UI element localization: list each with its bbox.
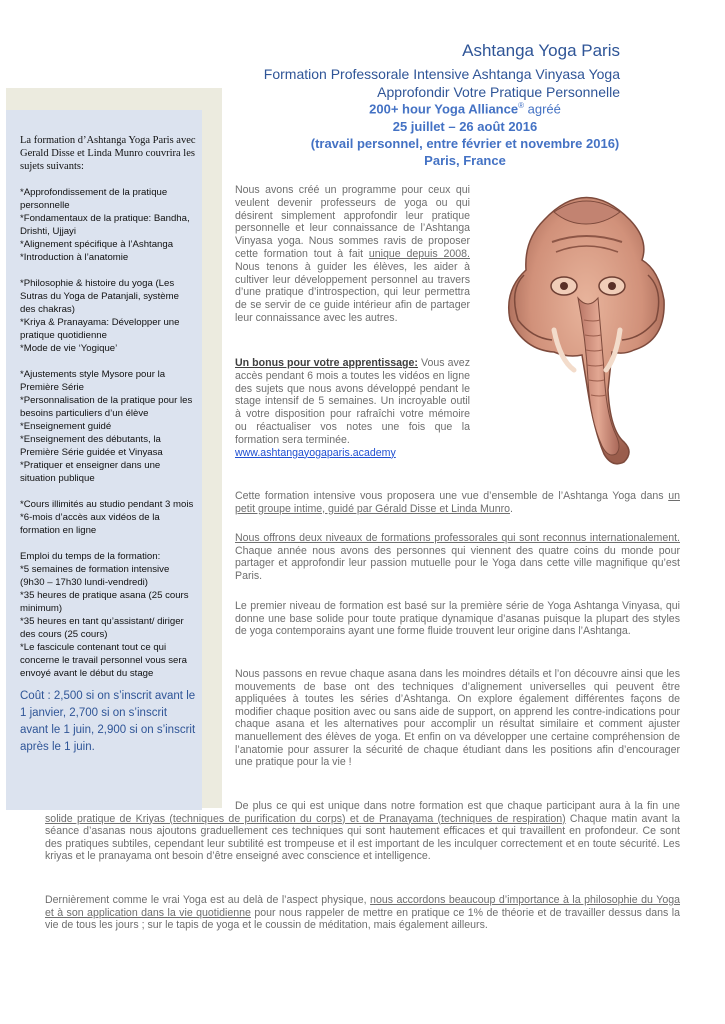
list-item: Emploi du temps de la formation: xyxy=(20,551,161,562)
sidebar-intro: La formation d’Ashtanga Yoga Paris avec Gerald Disse et Linda Munro couvrira les sujets suivants: xyxy=(20,135,196,172)
list-item: *Ajustements style Mysore pour la Première Série xyxy=(20,369,166,393)
sidebar-group xyxy=(20,277,196,355)
list-item: *Enseignement des débutants, la Première Série guidée et Vinyasa xyxy=(20,434,163,458)
list-item: *6-mois d’accès aux vidéos de la formation en ligne xyxy=(20,512,160,536)
dates: 25 juillet – 26 août 2016 xyxy=(392,119,538,134)
cost-info: Coût : 2,500 si on s’inscrit avant le 1 janvier, 2,700 si on s’inscrit avant le 1 juin, 2,900 si on s’inscrit après le 1 juin. xyxy=(20,690,196,753)
sidebar-group xyxy=(20,368,196,485)
sidebar-group xyxy=(20,550,196,680)
list-item: *Cours illimités au studio pendant 3 mois xyxy=(20,499,194,510)
list-item: *Approfondissement de la pratique personnelle xyxy=(20,187,168,211)
page-title: Ashtanga Yoga Paris xyxy=(462,41,620,60)
intro-paragraph: Nous avons créé un programme pour ceux qui veulent devenir professeurs de yoga ou qui désirent simplement approfondir leur pratique personnelle et leur connaissance de l’Ashtanga Vinyasa yoga. Nous sommes ravis de proposer cette formation tout à fait unique depuis 2008. Nous tenons à guider les élèves, les aider à cultiver leur développement personnel au travers d’une pratique d’introspection, qui leur permettra de se servir de ce guide intérieur afin de partager leur connaissance avec les autres. xyxy=(235,184,470,324)
group-paragraph: Cette formation intensive vous proposera une vue d’ensemble de l’Ashtanga Yoga dans un petit groupe intime, guidé par Gérald Disse et Linda Munro. xyxy=(235,490,680,515)
list-item: *Fondamentaux de la pratique: Bandha, Drishti, Ujjayi xyxy=(20,213,190,237)
ganesha-mask-icon xyxy=(484,180,688,472)
kriya-paragraph: De plus ce qui est unique dans notre formation est que chaque participant aura à la fin une solide pratique de Kriyas (techniques de purification du corps) et de Pranayama (techniques de respiration) Chaque matin avant la séance d’asanas nous ajoutons graduellement ces techniques qui sont hautement efficaces et qui travaillent en profondeur. Ce sont des pratiques subtiles, cependant leur subtilité est trompeuse et il est important de les inculquer correctement et en toute sécurité. Les kriyas et le pranayama ont besoin d’être enseigné avec conscience et intelligence. xyxy=(45,800,680,863)
location: Paris, France xyxy=(424,153,506,168)
list-item: *5 semaines de formation intensive (9h30 – 17h30 lundi-vendredi) xyxy=(20,564,170,588)
academy-link[interactable]: www.ashtangayogaparis.academy xyxy=(235,446,396,459)
list-item: *Alignement spécifique à l’Ashtanga xyxy=(20,239,174,250)
list-item: *Personnalisation de la pratique pour les besoins particuliers d’un élève xyxy=(20,395,193,419)
list-item: *Philosophie & histoire du yoga (Les Sutras du Yoga de Patanjali, système des chakras) xyxy=(20,278,179,315)
levels-paragraph: Nous offrons deux niveaux de formations professorales qui sont reconnus internationalement. Chaque année nous avons des personnes qui viennent des quatre coins du monde pour partager et approfondir leur passion mutuelle pour le Yoga dans cette ville magnifique qu’est Paris. xyxy=(235,532,680,582)
list-item: *Mode de vie ‘Yogique’ xyxy=(20,343,118,354)
list-item: *Introduction à l’anatomie xyxy=(20,252,129,263)
subtitle-practice: Approfondir Votre Pratique Personnelle xyxy=(377,84,620,100)
sidebar-group xyxy=(20,186,196,264)
subtitle-training: Formation Professorale Intensive Ashtanga Vinyasa Yoga xyxy=(263,66,620,82)
list-item: *Pratiquer et enseigner dans une situation publique xyxy=(20,460,161,484)
sidebar xyxy=(6,110,202,810)
philosophy-paragraph: Dernièrement comme le vrai Yoga est au delà de l’aspect physique, nous accordons beaucoup d’importance à la philosophie du Yoga et à son application dans la vie quotidienne pour nous rappeler de mettre en pratique ce 1% de théorie et de travailler dessus dans la vie de tous les jours ; sur le tapis de yoga et le coussin de méditation, mais également ailleurs. xyxy=(45,894,681,932)
bonus-paragraph: Un bonus pour votre apprentissage: Vous avez accès pendant 6 mois a toutes les vidéos en ligne des sujets que nous avons développé pendant le stage intensif de 5 semaines. Un incroyable outil à votre disposition pour rafraîchi votre mémoire ou réactualiser vos notes une fois que la formation sera terminée. www.ashtangayogaparis.academy xyxy=(235,357,470,459)
list-item: *Kriya & Pranayama: Développer une pratique quotidienne xyxy=(20,317,180,341)
first-level-paragraph: Le premier niveau de formation est basé sur la première série de Yoga Ashtanga Vinyasa, qui donne une base solide pour toute pratique dynamique d’asanas puisque la plupart des styles de yoga contemporains ayant une forme fluide trouvent leur origine dans l’Ashtanga. xyxy=(235,600,680,638)
list-item: *Enseignement guidé xyxy=(20,421,112,432)
alliance-line: 200+ hour Yoga Alliance® agréé xyxy=(369,101,561,117)
list-item: *35 heures en tant qu’assistant/ diriger des cours (25 cours) xyxy=(20,616,184,640)
list-item: *Le fascicule contenant tout ce qui concerne le travail personnel vous sera envoyé avant le début du stage xyxy=(20,642,187,679)
dates-note: (travail personnel, entre février et novembre 2016) xyxy=(310,136,620,151)
asana-paragraph: Nous passons en revue chaque asana dans les moindres détails et l’on découvre ainsi que les mouvements de base ont des techniques d’alignement universelles qui peuvent être appliquées à toutes les séries d’Ashtanga. On explore également différentes façons de modifier chaque position avec ou sans aide de support, on apprend les contre-indications pour chaque asana et les alternatives pour accomplir un résultat similaire et comment ajuster manuellement des élèves de yoga. Et enfin on va développer une certaine compréhension de l’anatomie pour assurer la sécurité de chaque étudiant dans les positions afin d’encourager une pratique pour la vie ! xyxy=(235,668,680,769)
list-item: *35 heures de pratique asana (25 cours minimum) xyxy=(20,590,189,614)
decorative-band-edge xyxy=(200,88,222,808)
sidebar-group xyxy=(20,498,196,537)
